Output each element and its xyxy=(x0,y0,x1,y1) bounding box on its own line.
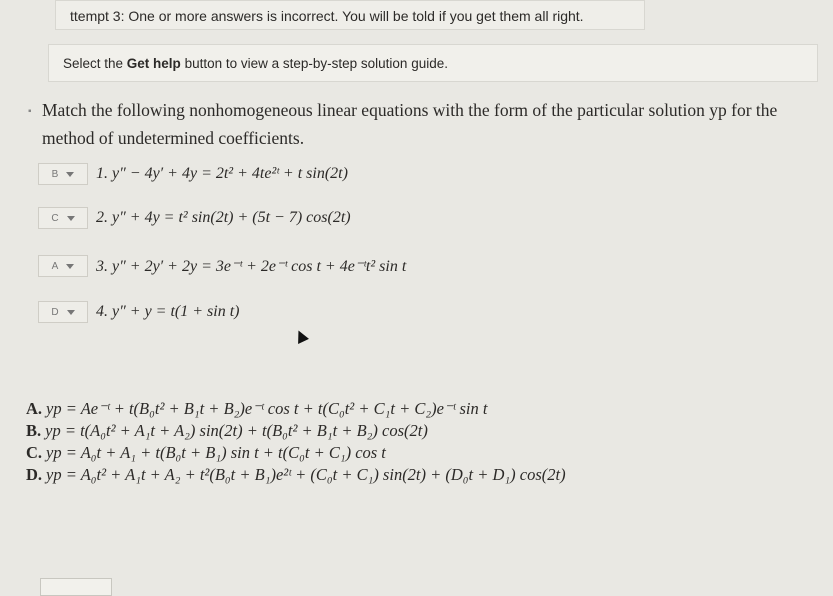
equation-row-2 xyxy=(38,207,351,229)
option-d-label: D. xyxy=(26,465,43,484)
equation-row-4 xyxy=(38,301,239,323)
option-c xyxy=(26,442,566,464)
solution-options-list xyxy=(26,398,566,486)
equation-4: 4. y″ + y = t(1 + sin t) xyxy=(96,303,240,320)
bullet-icon: ▪ xyxy=(28,106,32,117)
chevron-down-icon xyxy=(66,264,74,269)
chevron-down-icon xyxy=(67,216,75,221)
answer-select-1[interactable] xyxy=(38,163,88,185)
answer-select-1-value: B xyxy=(51,168,59,180)
answer-select-3[interactable] xyxy=(38,255,88,277)
mouse-cursor-icon xyxy=(293,328,309,344)
option-d xyxy=(26,464,566,486)
answer-select-2-value: C xyxy=(51,212,59,224)
equation-row-1 xyxy=(38,163,348,185)
option-b-label: B. xyxy=(26,421,42,440)
chevron-down-icon xyxy=(67,310,75,315)
equation-2: 2. y″ + 4y = t² sin(2t) + (5t − 7) cos(2t) xyxy=(96,209,351,226)
question-intro: Match the following nonhomogeneous linear equations with the form of the particular solution yp for the method of undetermined coefficients. xyxy=(42,100,778,148)
option-a-label: A. xyxy=(26,399,43,418)
option-c-text: yp = A₀t + A₁ + t(B₀t + B₁) sin t + t(C₀t + C₁) cos t xyxy=(46,443,386,462)
option-a xyxy=(26,398,566,420)
chevron-down-icon xyxy=(66,172,74,177)
option-a-text: yp = Ae⁻ᵗ + t(B₀t² + B₁t + B₂)e⁻ᵗ cos t + t(C₀t² + C₁t + C₂)e⁻ᵗ sin t xyxy=(46,399,488,418)
help-banner-prefix: Select the xyxy=(63,56,127,71)
answer-select-4-value: D xyxy=(51,306,59,318)
get-help-label: Get help xyxy=(126,56,181,71)
option-d-text: yp = A₀t² + A₁t + A₂ + t²(B₀t + B₁)e²ᵗ + (C₀t + C₁) sin(2t) + (D₀t + D₁) cos(2t) xyxy=(46,465,566,484)
attempt-status-text: ttempt 3: One or more answers is incorrect. You will be told if you get them all right. xyxy=(70,8,584,24)
answer-select-4[interactable] xyxy=(38,301,88,323)
equation-3: 3. y″ + 2y′ + 2y = 3e⁻ᵗ + 2e⁻ᵗ cos t + 4e⁻ᵗt² sin t xyxy=(96,258,407,275)
attempt-status-banner xyxy=(55,0,645,30)
equation-row-3 xyxy=(38,255,406,277)
option-b xyxy=(26,420,566,442)
answer-select-2[interactable] xyxy=(38,207,88,229)
help-banner xyxy=(48,44,818,82)
answer-select-3-value: A xyxy=(51,260,59,272)
equation-1: 1. y″ − 4y′ + 4y = 2t² + 4te²ᵗ + t sin(2t) xyxy=(96,165,348,182)
option-c-label: C. xyxy=(26,443,43,462)
option-b-text: yp = t(A₀t² + A₁t + A₂) sin(2t) + t(B₀t² + B₁t + B₂) cos(2t) xyxy=(45,421,428,440)
get-help-button[interactable] xyxy=(40,578,112,596)
help-banner-suffix: button to view a step-by-step solution guide. xyxy=(180,56,448,71)
